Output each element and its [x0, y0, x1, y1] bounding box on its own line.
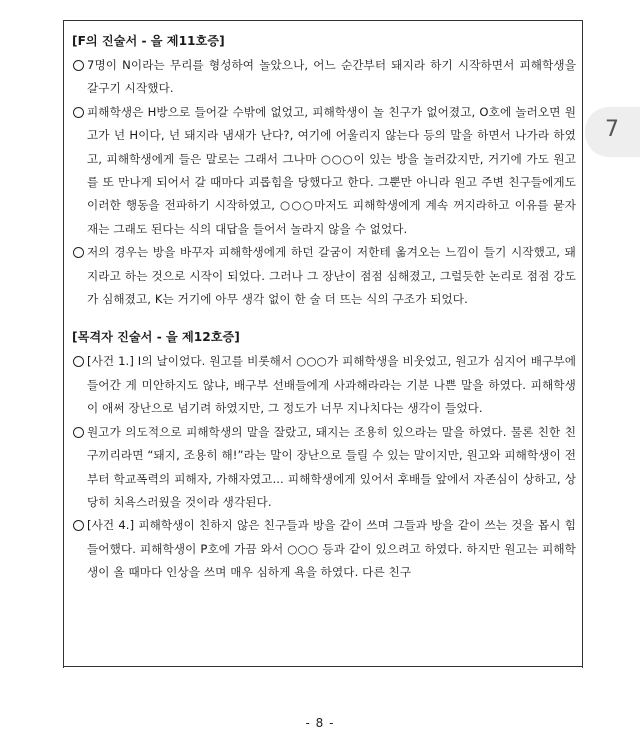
section-title-f-statement: [F의 진술서 - 을 제11호증]	[72, 34, 225, 48]
page-number: - 8 -	[305, 716, 335, 730]
circle-bullet-icon	[72, 54, 87, 77]
bullet-text: 저의 경우는 방을 바꾸자 피해학생에게 하던 갈굼이 저한테 옮겨오는 느낌이 들기 시작했고, 돼지라고 하는 것으로 시작이 되었다. 그러나 그 장난이 점점 심해졌고, 그럴듯한 논리로 점점 강도가 심해졌고, K는 거기에 아무 생각 없이 한 술 더 뜨는 식의 구조가 되었다.	[87, 245, 576, 307]
bullet-text: 7명이 N이라는 무리를 형성하여 놀았으나, 어느 순간부터 돼지라 하기 시작하면서 피해학생을 갈구기 시작했다.	[87, 58, 576, 96]
circle-bullet-icon	[72, 350, 87, 373]
side-tab-number: 7	[605, 117, 619, 142]
circle-bullet-icon	[72, 421, 87, 444]
list-item	[72, 421, 576, 515]
bullet-text: [사건 4.] 피해학생이 친하지 않은 친구들과 방을 같이 쓰며 그들과 방을 같이 쓰는 것을 몹시 힘들어했다. 피해학생이 P호에 가끔 와서 ○○○ 등과 같이 있으려고 하였다. 하지만 원고는 피해학생이 올 때마다 인상을 쓰며 매우 심하게 욕을 하였다. 다른 친구	[87, 518, 576, 580]
list-item	[72, 241, 576, 311]
bullet-text: 피해학생은 H방으로 들어갈 수밖에 없었고, 피해학생이 놀 친구가 없어졌고, O호에 놀러오면 원고가 넌 H이다, 넌 돼지라 냄새가 난다?, 여기에 어울리지 않는다 등의 말을 하면서 나가라 하였고, 피해학생에게 들은 말로는 그래서 그나마 ○○○이 있는 방을 놀러갔지만, 거기에 가도 원고를 또 만나게 되어서 갈 때마다 괴롭힘을 당했다고 한다. 그뿐만 아니라 원고 주변 친구들에게도 이러한 행동을 전파하기 시작하였고, ○○○마저도 피해학생에게 계속 꺼지라하고 이유를 묻자 재는 그래도 된다는 식의 대답을 들어서 놀라지 않을 수 없었다.	[87, 104, 576, 236]
bullet-text: [사건 1.] I의 날이었다. 원고를 비롯해서 ○○○가 피해학생을 비웃었고, 원고가 심지어 배구부에 들어간 게 미안하지도 않냐, 배구부 선배들에게 사과해라라는 기분 나쁜 말을 하였다. 피해학생이 애써 장난으로 넘기려 하였지만, 그 정도가 너무 지나치다는 생각이 들었다.	[87, 354, 576, 416]
list-item	[72, 101, 576, 241]
section-title-witness-statement: [목격자 진술서 - 을 제12호증]	[72, 330, 240, 345]
circle-bullet-icon	[72, 241, 87, 264]
list-item	[72, 350, 576, 420]
statement-box	[63, 20, 583, 668]
circle-bullet-icon	[72, 514, 87, 537]
circle-bullet-icon	[72, 101, 87, 124]
list-item	[72, 514, 576, 584]
box-bottom-border	[63, 666, 583, 667]
side-page-tab	[585, 107, 640, 157]
bullet-text: 원고가 의도적으로 피해학생의 말을 잘랐고, 돼지는 조용히 있으라는 말을 하였다. 물론 친한 친구끼리라면 “돼지, 조용히 해!”라는 말이 장난으로 들릴 수 있는 말이지만, 원고와 피해학생이 전부터 학교폭력의 피해자, 가해자였고... 피해학생에게 있어서 후배들 앞에서 자존심이 상하고, 상당히 치욕스러웠을 것이라 생각된다.	[87, 424, 576, 509]
list-item	[72, 54, 576, 101]
